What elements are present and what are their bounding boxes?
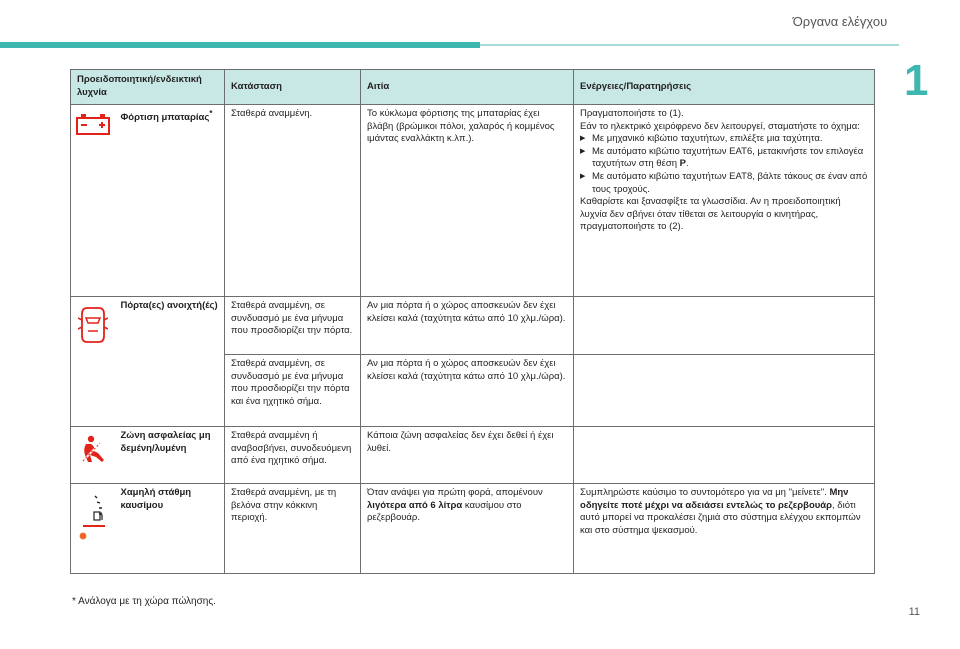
table-row-battery: [71, 105, 875, 297]
table-header-row: [71, 70, 875, 105]
state-seatbelt: Σταθερά αναμμένη ή αναβοσβήνει, συνοδευόμενη από ένα ηχητικό σήμα.: [225, 427, 361, 484]
cause-battery: Το κύκλωμα φόρτισης της μπαταρίας έχει βλάβη (βρώμικοι πόλοι, χαλαρός ή κομμένος ιμάντας εναλλάκτη κ.λπ.).: [361, 105, 574, 297]
cause-door-2: Αν μια πόρτα ή ο χώρος αποσκευών δεν έχει κλείσει καλά (ταχύτητα κάτω από 10 χλμ./ώρα).: [361, 355, 574, 427]
actions-fuel: Συμπληρώστε καύσιμο το συντομότερο για να μη "μείνετε". Μην οδηγείτε ποτέ μέχρι να αδειάσει εντελώς το ρεζερβουάρ, διότι αυτό μπορεί να προκαλέσει ζημιά στο σύστημα ελέγχου εκπομπών και στο σύστημα ψεκασμού.: [574, 484, 875, 574]
col-header-cause: Αιτία: [361, 70, 574, 105]
fuel-icon-cell: [71, 484, 115, 574]
cause-door-1: Αν μια πόρτα ή ο χώρος αποσκευών δεν έχει κλείσει καλά (ταχύτητα κάτω από 10 χλμ./ώρα).: [361, 297, 574, 355]
footnote-mark: *: [209, 109, 213, 118]
light-name-seatbelt: Ζώνη ασφαλείας μη δεμένη/λυμένη: [115, 427, 225, 484]
fuel-gauge-icon: [75, 492, 111, 542]
table-row-fuel: [71, 484, 875, 574]
light-name-door: Πόρτα(ες) ανοιχτή(ές): [115, 297, 225, 427]
actions-seatbelt: [574, 427, 875, 484]
seatbelt-icon: [80, 435, 106, 465]
door-open-icon: [78, 305, 108, 345]
chapter-number: 1: [904, 56, 929, 105]
light-name-fuel: Χαμηλή στάθμη καυσίμου: [115, 484, 225, 574]
col-header-light: Προειδοποιητική/ενδεικτική λυχνία: [71, 70, 225, 105]
col-header-actions: Ενέργειες/Παρατηρήσεις: [574, 70, 875, 105]
actions-battery: Πραγματοποιήστε το (1). Εάν το ηλεκτρικό χειρόφρενο δεν λειτουργεί, σταματήστε το όχημα: ▶ Με μηχανικό κιβώτιο ταχυτήτων, επιλέξτε μια ταχύτητα. ▶ Με αυτόματο κιβώτιο ταχυτήτων EAT6, μετακινήστε τον επιλογέα ταχυτήτων στη θέση P. ▶ Με αυτόματο κιβώτιο ταχυτήτων EAT8, βάλτε τάκους σε έναν από τους τροχούς. Καθαρίστε και ξανασφίξτε τα γλωσσίδια. Αν η προειδοποιητική λυχνία δεν σβήνει όταν τίθεται σε λειτουργία ο κινητήρας, πραγματοποιήστε το (2).: [574, 105, 875, 297]
door-icon-cell: [71, 297, 115, 427]
battery-icon-cell: [71, 105, 115, 297]
warning-lights-table: [70, 69, 875, 574]
actions-door-1: [574, 297, 875, 355]
table-row-seatbelt: [71, 427, 875, 484]
battery-icon: [75, 113, 111, 135]
state-fuel: Σταθερά αναμμένη, με τη βελόνα στην κόκκινη περιοχή.: [225, 484, 361, 574]
actions-door-2: [574, 355, 875, 427]
cause-seatbelt: Κάποια ζώνη ασφαλείας δεν έχει δεθεί ή έχει λυθεί.: [361, 427, 574, 484]
actions-battery-list: ▶ Με μηχανικό κιβώτιο ταχυτήτων, επιλέξτε μια ταχύτητα. ▶ Με αυτόματο κιβώτιο ταχυτήτων EAT6, μετακινήστε τον επιλογέα ταχυτήτων στη θέση P. ▶ Με αυτόματο κιβώτιο ταχυτήτων EAT8, βάλτε τάκους σε έναν από τους τροχούς.: [580, 133, 868, 196]
state-door-1: Σταθερά αναμμένη, σε συνδυασμό με ένα μήνυμα που προσδιορίζει την πόρτα.: [225, 297, 361, 355]
state-door-2: Σταθερά αναμμένη, σε συνδυασμό με ένα μήνυμα που προσδιορίζει την πόρτα και ένα ηχητικό σήμα.: [225, 355, 361, 427]
seatbelt-icon-cell: [71, 427, 115, 484]
cause-fuel: Όταν ανάψει για πρώτη φορά, απομένουν λιγότερα από 6 λίτρα καυσίμου στο ρεζερβουάρ.: [361, 484, 574, 574]
footnote: * Ανάλογα με τη χώρα πώλησης.: [72, 596, 216, 607]
col-header-state: Κατάσταση: [225, 70, 361, 105]
page-number: 11: [908, 606, 920, 618]
light-name-battery: Φόρτιση μπαταρίας*: [115, 105, 225, 297]
header-rule: [480, 44, 899, 46]
header-accent-bar: [0, 42, 480, 48]
table-row-door: [71, 297, 875, 355]
section-title: Όργανα ελέγχου: [792, 14, 888, 29]
state-battery: Σταθερά αναμμένη.: [225, 105, 361, 297]
